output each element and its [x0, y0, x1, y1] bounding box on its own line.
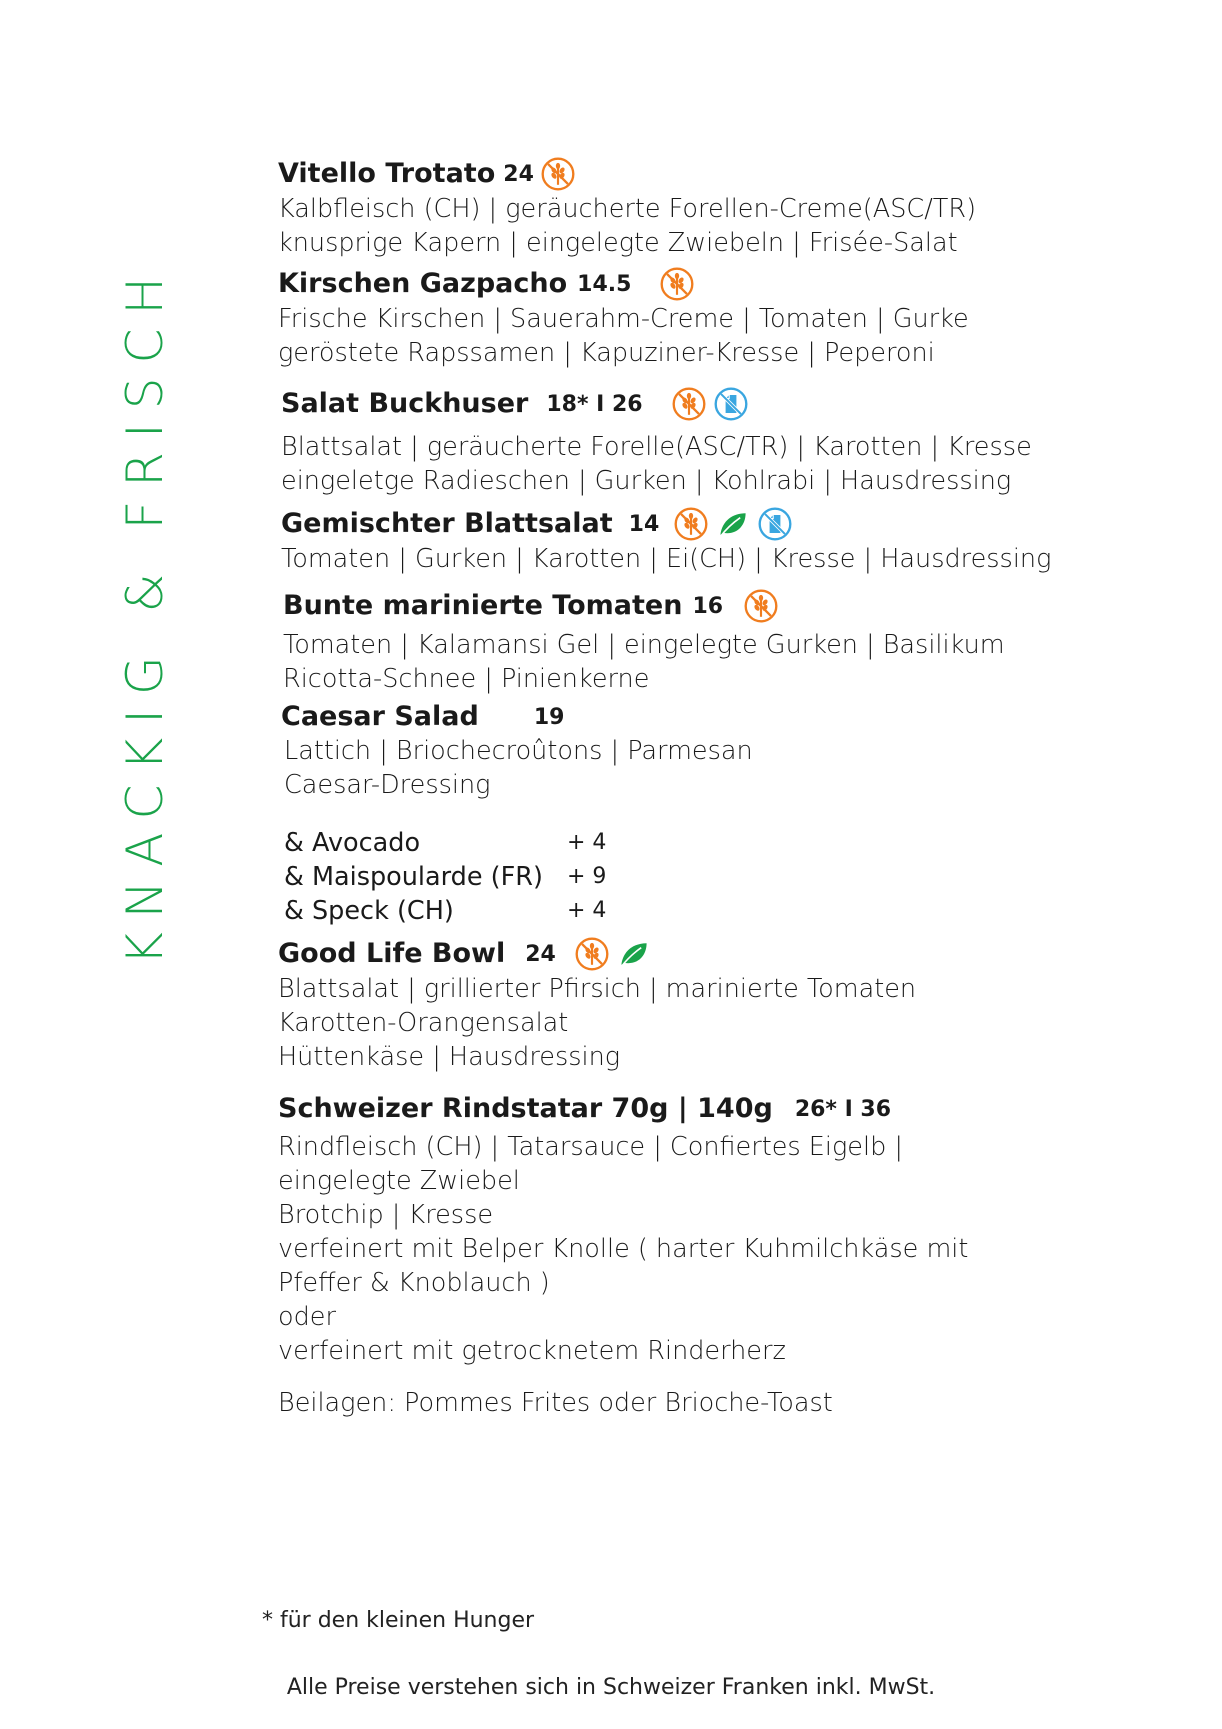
extra-label: & Avocado	[284, 828, 421, 858]
menu-item	[278, 266, 1108, 370]
extra-item	[284, 860, 1108, 894]
dish-name: Kirschen Gazpacho	[278, 268, 568, 299]
menu-item	[278, 1092, 1108, 1368]
dish-name: Salat Buckhuser	[281, 388, 529, 419]
dish-description-line: Ricotta-Schnee | Pinienkerne	[283, 664, 650, 694]
dish-price: 14.5	[577, 271, 632, 297]
dish-description-line: verfeinert mit getrocknetem Rinderherz	[278, 1336, 786, 1366]
price-disclaimer: Alle Preise verstehen sich in Schweizer Franken inkl. MwSt.	[286, 1675, 936, 1700]
dish-name: Caesar Salad	[281, 701, 479, 732]
dish-price: 19	[533, 704, 565, 730]
dish-description-line: verfeinert mit Belper Knolle ( harter Kuhmilchkäse mit	[278, 1234, 969, 1264]
extra-item	[284, 826, 1108, 860]
extra-price: + 4	[567, 830, 607, 855]
vegetarian-leaf-icon	[616, 936, 652, 972]
menu-list	[278, 156, 1108, 1420]
extra-price: + 9	[567, 864, 607, 889]
menu-item	[281, 506, 1111, 576]
gluten-free-icon	[540, 156, 576, 192]
extra-item	[284, 894, 1108, 928]
dish-price: 14	[628, 511, 660, 537]
dish-description-line: Blattsalat | grillierter Pfirsich | marinierte Tomaten	[278, 974, 917, 1004]
dish-description-line: Caesar-Dressing	[284, 770, 491, 800]
menu-item	[283, 588, 1113, 696]
gluten-free-icon	[673, 506, 709, 542]
dish-description-line: Frische Kirschen | Sauerahm-Creme | Tomaten | Gurke	[278, 304, 969, 334]
dish-price: 16	[692, 593, 724, 619]
dish-name: Gemischter Blattsalat	[281, 508, 613, 539]
dish-price: 24	[525, 941, 556, 967]
dish-price: 24	[503, 161, 534, 187]
dish-description-line: Tomaten | Gurken | Karotten | Ei(CH) | Kresse | Hausdressing	[281, 544, 1052, 574]
dish-description-line: Rindfleisch (CH) | Tatarsauce | Confiertes Eigelb |	[278, 1132, 903, 1162]
extra-label: & Maispoularde (FR)	[284, 862, 543, 892]
dish-description-line: geröstete Rapssamen | Kapuziner-Kresse | Peperoni	[278, 338, 935, 368]
dish-description-line: Tomaten | Kalamansi Gel | eingelegte Gurken | Basilikum	[283, 630, 1005, 660]
dish-description-line: Blattsalat | geräucherte Forelle(ASC/TR) | Karotten | Kresse	[281, 432, 1032, 462]
dish-price: 26* I 36	[794, 1096, 892, 1122]
dish-price: 18* I 26	[546, 391, 643, 417]
dish-description-line: Hüttenkäse | Hausdressing	[278, 1042, 621, 1072]
gluten-free-icon	[671, 386, 707, 422]
section-title: KNACKIG & FRISCH	[116, 263, 174, 965]
extras-list	[284, 826, 1108, 928]
dish-description-line: Karotten-Orangensalat	[278, 1008, 569, 1038]
extra-price: + 4	[567, 898, 607, 923]
dish-description-line: oder	[278, 1302, 336, 1332]
vegetarian-leaf-icon	[715, 506, 751, 542]
menu-item	[281, 386, 1111, 498]
gluten-free-icon	[659, 266, 695, 302]
dish-name: Schweizer Rindstatar 70g | 140g	[278, 1093, 773, 1124]
gluten-free-icon	[574, 936, 610, 972]
gluten-free-icon	[743, 588, 779, 624]
lactose-free-icon	[713, 386, 749, 422]
dish-name: Good Life Bowl	[278, 938, 506, 969]
sides-note: Beilagen: Pommes Frites oder Brioche-Toast	[278, 1388, 833, 1418]
dish-description-line: eingelegte Zwiebel	[278, 1166, 520, 1196]
dish-description-line: eingeletge Radieschen | Gurken | Kohlrabi | Hausdressing	[281, 466, 1012, 496]
menu-item	[281, 700, 1111, 802]
menu-item	[278, 936, 1108, 1074]
lactose-free-icon	[757, 506, 793, 542]
dish-name: Vitello Trotato	[278, 158, 496, 189]
dish-description-line: Kalbfleisch (CH) | geräucherte Forellen-Creme(ASC/TR)	[278, 194, 977, 224]
dish-description-line: Lattich | Briochecroûtons | Parmesan	[284, 736, 753, 766]
dish-name: Bunte marinierte Tomaten	[283, 590, 683, 621]
extra-label: & Speck (CH)	[284, 896, 454, 926]
footnote: * für den kleinen Hunger	[262, 1608, 535, 1633]
dish-description-line: Brotchip | Kresse	[278, 1200, 494, 1230]
dish-description-line: Pfeffer & Knoblauch )	[278, 1268, 550, 1298]
menu-item	[278, 156, 1108, 260]
dish-description-line: knusprige Kapern | eingelegte Zwiebeln | Frisée-Salat	[278, 228, 958, 258]
